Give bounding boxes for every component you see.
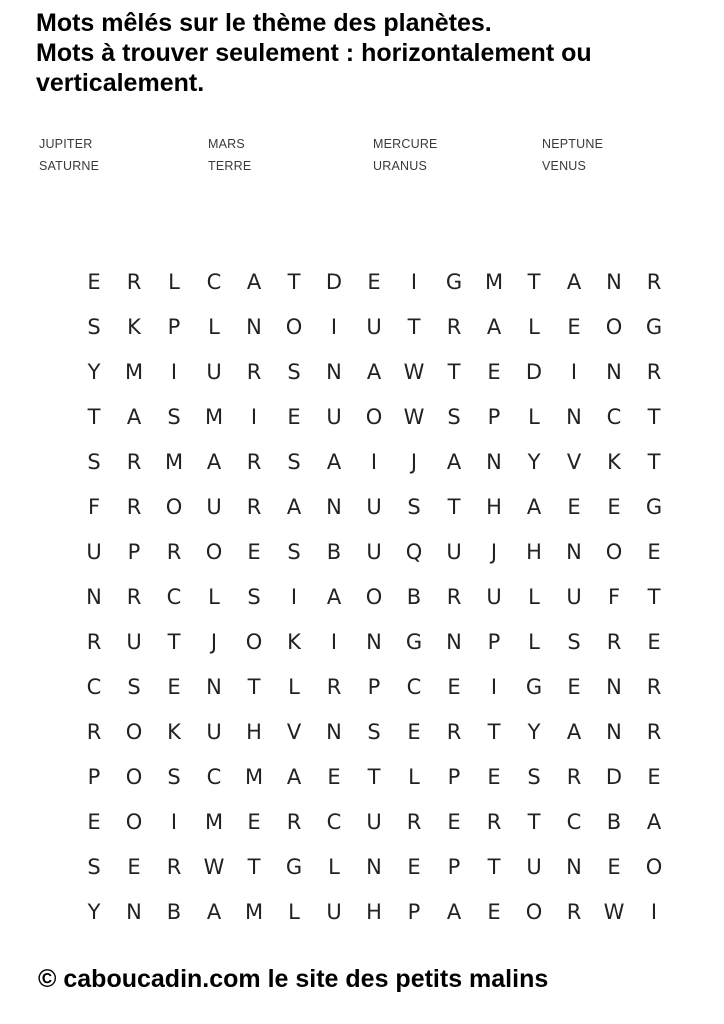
grid-letter: R <box>86 630 102 654</box>
grid-letter: T <box>647 405 661 429</box>
grid-letter: N <box>486 450 502 474</box>
grid-letter: P <box>487 630 501 654</box>
grid-letter: A <box>526 495 542 519</box>
grid-letter: L <box>208 315 220 339</box>
grid-letter: J <box>490 540 498 564</box>
grid-letter: E <box>647 765 661 789</box>
grid-letter: P <box>447 855 461 879</box>
grid-letter: U <box>206 360 222 384</box>
grid-letter: N <box>126 900 142 924</box>
title-line-2: Mots à trouver seulement : horizontalement ou <box>36 39 592 67</box>
grid-letter: O <box>365 585 383 609</box>
grid-row <box>74 305 674 350</box>
grid-letter: R <box>446 315 462 339</box>
grid-letter: L <box>208 585 220 609</box>
grid-letter: C <box>166 585 182 609</box>
grid-letter: B <box>326 540 342 564</box>
grid-letter: W <box>403 405 425 429</box>
grid-letter: S <box>247 585 261 609</box>
grid-letter: N <box>606 270 622 294</box>
grid-letter: U <box>526 855 542 879</box>
grid-letter: M <box>244 765 264 789</box>
grid-letter: I <box>570 360 578 384</box>
grid-letter: K <box>287 630 301 654</box>
grid-letter: E <box>247 540 261 564</box>
grid-row <box>74 260 674 305</box>
grid-letter: C <box>406 675 422 699</box>
grid-letter: P <box>367 675 381 699</box>
grid-letter: T <box>487 855 501 879</box>
grid-letter: U <box>326 900 342 924</box>
grid-letter: I <box>410 270 418 294</box>
grid-row <box>74 350 674 395</box>
grid-letter: D <box>325 270 343 294</box>
grid-letter: R <box>646 675 662 699</box>
grid-letter: I <box>490 675 498 699</box>
grid-letter: K <box>167 720 181 744</box>
grid-letter: C <box>206 270 222 294</box>
grid-letter: G <box>645 495 663 519</box>
grid-letter: V <box>566 450 582 474</box>
grid-letter: A <box>326 450 342 474</box>
grid-letter: H <box>486 495 502 519</box>
grid-letter: U <box>206 495 222 519</box>
grid-letter: U <box>206 720 222 744</box>
grid-letter: E <box>607 855 621 879</box>
grid-letter: O <box>245 630 263 654</box>
grid-row <box>74 665 674 710</box>
grid-letter: E <box>567 675 581 699</box>
grid-letter: O <box>125 765 143 789</box>
grid-letter: N <box>326 495 342 519</box>
grid-letter: R <box>566 765 582 789</box>
grid-letter: I <box>370 450 378 474</box>
grid-letter: W <box>203 855 225 879</box>
grid-letter: D <box>525 360 543 384</box>
grid-letter: M <box>244 900 264 924</box>
grid-letter: N <box>206 675 222 699</box>
grid-letter: N <box>366 630 382 654</box>
grid-letter: R <box>126 270 142 294</box>
grid-letter: S <box>567 630 581 654</box>
grid-letter: N <box>366 855 382 879</box>
grid-letter: A <box>486 315 502 339</box>
grid-letter: N <box>326 360 342 384</box>
word-jupiter: JUPITER <box>39 137 93 151</box>
grid-row <box>74 395 674 440</box>
grid-letter: U <box>366 810 382 834</box>
word-venus: VENUS <box>542 159 587 173</box>
title-line-3: verticalement. <box>36 69 205 97</box>
grid-letter: S <box>447 405 461 429</box>
grid-letter: N <box>326 720 342 744</box>
grid-letter: K <box>607 450 621 474</box>
grid-letter: A <box>446 900 462 924</box>
grid-letter: B <box>606 810 622 834</box>
grid-letter: E <box>87 270 101 294</box>
grid-letter: A <box>206 900 222 924</box>
grid-letter: N <box>606 720 622 744</box>
grid-letter: U <box>86 540 102 564</box>
grid-letter: E <box>407 720 421 744</box>
grid-letter: R <box>126 450 142 474</box>
grid-letter: R <box>446 720 462 744</box>
grid-letter: T <box>287 270 301 294</box>
grid-letter: R <box>606 630 622 654</box>
word-mars: MARS <box>208 137 245 151</box>
grid-letter: G <box>525 675 543 699</box>
grid-row <box>74 845 674 890</box>
grid-row <box>74 800 674 845</box>
grid-letter: I <box>650 900 658 924</box>
grid-letter: T <box>527 810 541 834</box>
grid-letter: C <box>606 405 622 429</box>
grid-letter: R <box>486 810 502 834</box>
grid-letter: C <box>326 810 342 834</box>
grid-letter: R <box>246 495 262 519</box>
grid-letter: E <box>487 900 501 924</box>
grid-letter: R <box>406 810 422 834</box>
grid-letter: O <box>605 540 623 564</box>
footer-credit: © caboucadin.com le site des petits malins <box>38 965 549 993</box>
grid-letter: E <box>647 540 661 564</box>
grid-letter: L <box>528 585 540 609</box>
grid-letter: M <box>204 405 224 429</box>
grid-letter: N <box>606 360 622 384</box>
grid-letter: O <box>365 405 383 429</box>
grid-letter: A <box>646 810 662 834</box>
grid-letter: E <box>327 765 341 789</box>
grid-row <box>74 440 674 485</box>
grid-letter: H <box>366 900 382 924</box>
grid-letter: S <box>287 540 301 564</box>
grid-row <box>74 620 674 665</box>
title-line-1: Mots mêlés sur le thème des planètes. <box>36 9 492 37</box>
grid-letter: E <box>407 855 421 879</box>
grid-letter: T <box>247 855 261 879</box>
grid-letter: T <box>367 765 381 789</box>
grid-letter: R <box>646 360 662 384</box>
grid-letter: O <box>205 540 223 564</box>
grid-letter: T <box>647 450 661 474</box>
grid-letter: D <box>605 765 623 789</box>
grid-letter: J <box>210 630 218 654</box>
grid-letter: R <box>566 900 582 924</box>
grid-letter: Y <box>87 360 101 384</box>
grid-letter: A <box>446 450 462 474</box>
grid-letter: S <box>87 855 101 879</box>
grid-letter: L <box>288 675 300 699</box>
grid-letter: O <box>285 315 303 339</box>
grid-letter: L <box>528 630 540 654</box>
grid-letter: N <box>566 540 582 564</box>
grid-letter: R <box>126 585 142 609</box>
grid-letter: E <box>567 495 581 519</box>
grid-letter: S <box>127 675 141 699</box>
grid-letter: F <box>87 495 101 519</box>
grid-row <box>74 575 674 620</box>
grid-letter: E <box>447 675 461 699</box>
grid-letter: G <box>405 630 423 654</box>
grid-letter: Y <box>527 720 541 744</box>
grid-letter: N <box>246 315 262 339</box>
grid-letter: E <box>247 810 261 834</box>
grid-letter: E <box>287 405 301 429</box>
worksheet-title <box>36 8 716 98</box>
grid-letter: S <box>367 720 381 744</box>
grid-letter: E <box>447 810 461 834</box>
grid-letter: T <box>447 360 461 384</box>
grid-letter: S <box>407 495 421 519</box>
grid-letter: N <box>566 855 582 879</box>
grid-letter: C <box>86 675 102 699</box>
grid-letter: U <box>326 405 342 429</box>
grid-letter: R <box>286 810 302 834</box>
grid-letter: R <box>86 720 102 744</box>
grid-letter: E <box>607 495 621 519</box>
grid-letter: C <box>206 765 222 789</box>
grid-row <box>74 755 674 800</box>
grid-letter: T <box>407 315 421 339</box>
grid-letter: U <box>126 630 142 654</box>
grid-letter: R <box>126 495 142 519</box>
grid-letter: P <box>407 900 421 924</box>
grid-letter: R <box>166 855 182 879</box>
grid-letter: U <box>366 315 382 339</box>
grid-row <box>74 530 674 575</box>
grid-letter: Y <box>527 450 541 474</box>
grid-letter: R <box>446 585 462 609</box>
grid-letter: E <box>167 675 181 699</box>
grid-letter: T <box>647 585 661 609</box>
grid-letter: P <box>127 540 141 564</box>
grid-letter: S <box>527 765 541 789</box>
grid-letter: H <box>246 720 262 744</box>
grid-letter: M <box>124 360 144 384</box>
grid-letter: S <box>167 765 181 789</box>
grid-letter: M <box>164 450 184 474</box>
grid-letter: E <box>647 630 661 654</box>
grid-letter: T <box>247 675 261 699</box>
grid-letter: L <box>288 900 300 924</box>
grid-letter: M <box>484 270 504 294</box>
grid-row <box>74 890 674 935</box>
grid-letter: I <box>250 405 258 429</box>
grid-letter: A <box>246 270 262 294</box>
grid-letter: G <box>445 270 463 294</box>
grid-letter: U <box>446 540 462 564</box>
grid-letter: L <box>328 855 340 879</box>
grid-letter: G <box>285 855 303 879</box>
grid-letter: A <box>566 720 582 744</box>
grid-letter: N <box>86 585 102 609</box>
grid-letter: A <box>366 360 382 384</box>
grid-letter: L <box>408 765 420 789</box>
grid-letter: T <box>447 495 461 519</box>
grid-letter: E <box>567 315 581 339</box>
grid-letter: W <box>603 900 625 924</box>
grid-letter: Q <box>405 540 423 564</box>
grid-letter: Y <box>87 900 101 924</box>
grid-letter: I <box>170 360 178 384</box>
grid-letter: I <box>290 585 298 609</box>
grid-letter: H <box>526 540 542 564</box>
word-neptune: NEPTUNE <box>542 137 604 151</box>
grid-letter: O <box>525 900 543 924</box>
grid-letter: U <box>486 585 502 609</box>
grid-letter: C <box>566 810 582 834</box>
grid-letter: R <box>166 540 182 564</box>
word-saturne: SATURNE <box>39 159 100 173</box>
grid-letter: T <box>487 720 501 744</box>
grid-row <box>74 485 674 530</box>
grid-letter: I <box>170 810 178 834</box>
grid-letter: R <box>246 450 262 474</box>
grid-letter: U <box>366 495 382 519</box>
grid-letter: S <box>87 315 101 339</box>
grid-letter: S <box>167 405 181 429</box>
word-mercure: MERCURE <box>373 137 438 151</box>
grid-letter: W <box>403 360 425 384</box>
grid-letter: P <box>447 765 461 789</box>
grid-letter: B <box>166 900 182 924</box>
grid-letter: E <box>367 270 381 294</box>
grid-letter: E <box>487 765 501 789</box>
grid-letter: A <box>566 270 582 294</box>
grid-letter: U <box>366 540 382 564</box>
grid-letter: L <box>528 405 540 429</box>
grid-letter: R <box>646 720 662 744</box>
grid-letter: E <box>127 855 141 879</box>
grid-letter: L <box>168 270 180 294</box>
grid-letter: R <box>246 360 262 384</box>
grid-letter: U <box>566 585 582 609</box>
grid-letter: A <box>286 495 302 519</box>
grid-letter: O <box>605 315 623 339</box>
word-list <box>39 137 679 181</box>
word-uranus: URANUS <box>373 159 427 173</box>
grid-letter: O <box>165 495 183 519</box>
grid-letter: O <box>645 855 663 879</box>
grid-letter: K <box>127 315 141 339</box>
grid-letter: F <box>607 585 621 609</box>
grid-letter: P <box>87 765 101 789</box>
grid-letter: E <box>487 360 501 384</box>
grid-letter: I <box>330 630 338 654</box>
grid-letter: S <box>87 450 101 474</box>
grid-letter: R <box>646 270 662 294</box>
letter-grid <box>74 260 674 935</box>
grid-letter: M <box>204 810 224 834</box>
grid-letter: A <box>286 765 302 789</box>
grid-letter: J <box>410 450 418 474</box>
grid-letter: N <box>606 675 622 699</box>
grid-letter: P <box>487 405 501 429</box>
grid-letter: T <box>87 405 101 429</box>
grid-letter: T <box>167 630 181 654</box>
grid-letter: G <box>645 315 663 339</box>
grid-letter: I <box>330 315 338 339</box>
grid-letter: O <box>125 810 143 834</box>
grid-letter: R <box>326 675 342 699</box>
word-terre: TERRE <box>208 159 252 173</box>
grid-letter: B <box>406 585 422 609</box>
grid-row <box>74 710 674 755</box>
grid-letter: T <box>527 270 541 294</box>
grid-letter: S <box>287 360 301 384</box>
grid-letter: O <box>125 720 143 744</box>
grid-letter: L <box>528 315 540 339</box>
grid-letter: A <box>126 405 142 429</box>
grid-letter: P <box>167 315 181 339</box>
grid-letter: V <box>286 720 302 744</box>
grid-letter: S <box>287 450 301 474</box>
grid-letter: N <box>566 405 582 429</box>
grid-letter: N <box>446 630 462 654</box>
grid-letter: A <box>206 450 222 474</box>
grid-letter: E <box>87 810 101 834</box>
grid-letter: A <box>326 585 342 609</box>
